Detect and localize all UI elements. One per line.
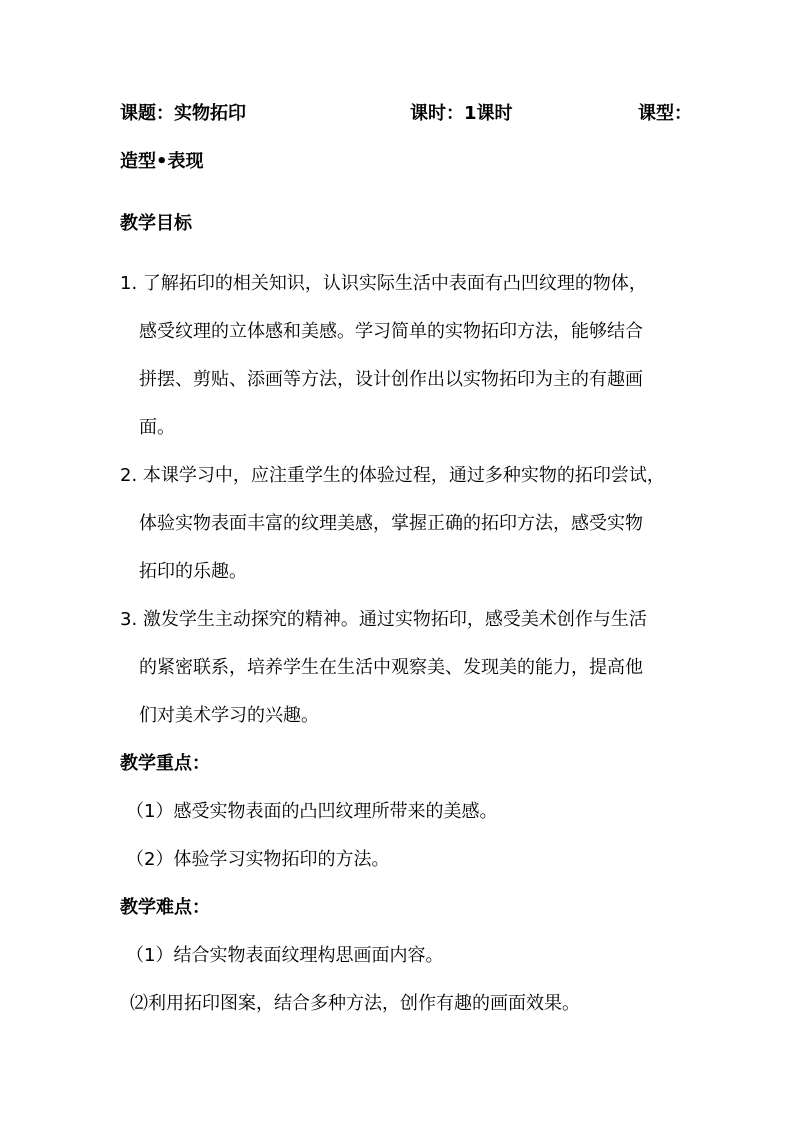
objectives-heading: 教学目标 bbox=[120, 213, 192, 234]
objective-2-line-3: 拓印的乐趣。 bbox=[139, 561, 247, 582]
objective-3-line-3: 们对美术学习的兴趣。 bbox=[139, 705, 319, 726]
difficulties-heading: 教学难点： bbox=[120, 897, 210, 918]
lesson-period: 课时：1课时 bbox=[410, 103, 513, 124]
difficulty-2: ⑵利用拓印图案，结合多种方法，创作有趣的画面效果。 bbox=[130, 993, 580, 1014]
objective-3-line-2: 的紧密联系，培养学生在生活中观察美、发现美的能力，提高他 bbox=[139, 657, 643, 678]
objective-1-line-4: 面。 bbox=[139, 417, 175, 438]
key-point-2: （2）体验学习实物拓印的方法。 bbox=[126, 849, 390, 870]
lesson-header bbox=[120, 102, 690, 126]
lesson-topic: 课题：实物拓印 bbox=[120, 103, 246, 124]
objective-2-line-2: 体验实物表面丰富的纹理美感，掌握正确的拓印方法，感受实物 bbox=[139, 513, 643, 534]
key-point-1: （1）感受实物表面的凸凹纹理所带来的美感。 bbox=[126, 801, 498, 822]
key-points-heading: 教学重点： bbox=[120, 753, 210, 774]
objective-1-line-2: 感受纹理的立体感和美感。学习简单的实物拓印方法，能够结合 bbox=[139, 321, 643, 342]
lesson-type-label: 课型： bbox=[638, 103, 692, 124]
objective-1-line-3: 拼摆、剪贴、添画等方法，设计创作出以实物拓印为主的有趣画 bbox=[139, 369, 643, 390]
objective-3-line-1: 3. 激发学生主动探究的精神。通过实物拓印，感受美术创作与生活 bbox=[120, 609, 647, 630]
difficulty-1: （1）结合实物表面纹理构思画面内容。 bbox=[126, 945, 444, 966]
objective-2-line-1: 2. 本课学习中，应注重学生的体验过程，通过多种实物的拓印尝试， bbox=[120, 465, 665, 486]
lesson-type-value: 造型•表现 bbox=[120, 151, 204, 172]
objective-1-line-1: 1. 了解拓印的相关知识，认识实际生活中表面有凸凹纹理的物体， bbox=[120, 273, 647, 294]
